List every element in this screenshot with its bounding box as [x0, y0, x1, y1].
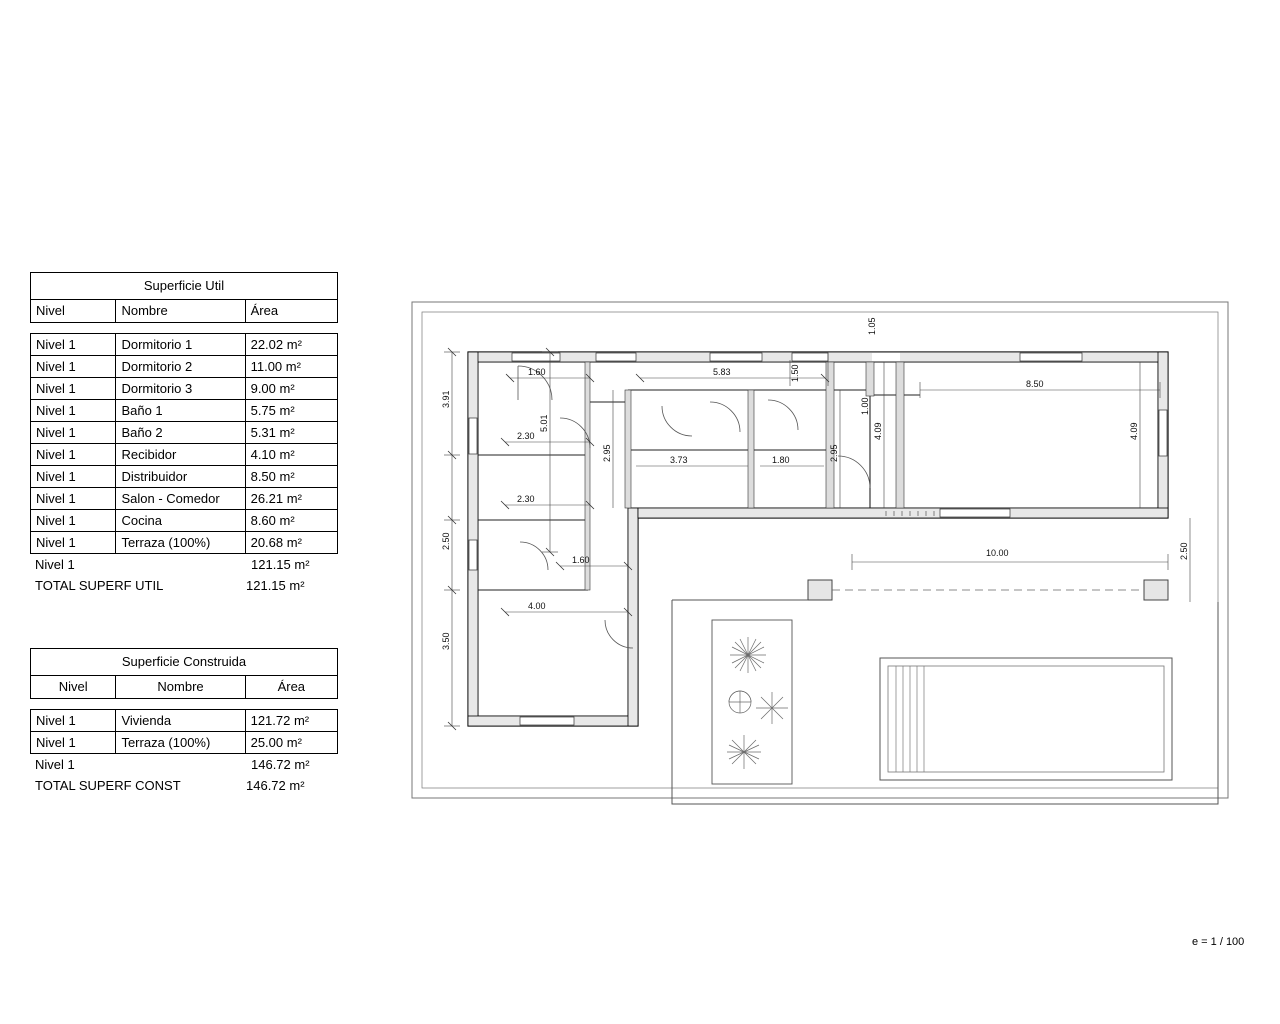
dim-3-73: 3.73 [670, 455, 688, 465]
column-header-nombre: Nombre [116, 676, 245, 698]
cell-area: 22.02 m² [250, 337, 302, 352]
cell-nivel: Nivel 1 [31, 422, 116, 443]
superficie-util-rows [30, 333, 338, 554]
table-row [31, 334, 337, 356]
column-header-nivel: Nivel [31, 300, 116, 322]
cell-nivel: Nivel 1 [31, 466, 116, 487]
dim-1-00: 1.00 [860, 397, 870, 415]
subtotal-row [30, 554, 338, 575]
cell-nombre: Cocina [116, 510, 245, 531]
dim-4-09-a: 4.09 [873, 422, 883, 440]
column-header-area: Área [250, 303, 279, 318]
floor-plan-drawing [400, 290, 1240, 820]
cell-nivel: Nivel 1 [31, 444, 116, 465]
superficie-util-table [30, 272, 338, 597]
dim-2-30-a: 2.30 [517, 431, 535, 441]
superficie-util-title: Superficie Util [30, 272, 338, 300]
cell-area: 5.31 m² [250, 425, 295, 440]
table-row [31, 510, 337, 532]
table-spacer [30, 699, 338, 709]
superficie-construida-title: Superficie Construida [30, 648, 338, 676]
total-label: TOTAL SUPERF CONST [35, 778, 181, 793]
dim-3-50: 3.50 [441, 632, 451, 650]
table-row [31, 732, 337, 754]
column-header-nivel: Nivel [31, 676, 116, 698]
table-row [31, 444, 337, 466]
cell-nivel: Nivel 1 [31, 488, 116, 509]
cell-nombre: Terraza (100%) [116, 532, 245, 553]
cell-area: 26.21 m² [250, 491, 302, 506]
cell-area: 5.75 m² [250, 403, 295, 418]
dim-2-50-a: 2.50 [441, 532, 451, 550]
cell-nivel: Nivel 1 [35, 557, 75, 572]
superficie-construida-table [30, 648, 338, 797]
table-row [31, 422, 337, 444]
cell-nivel: Nivel 1 [35, 757, 75, 772]
dim-10-00: 10.00 [986, 548, 1009, 558]
cell-nivel: Nivel 1 [31, 510, 116, 531]
superficie-util-header [30, 300, 338, 323]
dim-4-09-b: 4.09 [1129, 422, 1139, 440]
total-value: 146.72 m² [246, 778, 305, 793]
table-row [31, 378, 337, 400]
superficie-construida-rows [30, 709, 338, 754]
table-row [31, 532, 337, 554]
dim-4-00: 4.00 [528, 601, 546, 611]
column-header-area: Área [277, 679, 306, 694]
dim-5-83: 5.83 [713, 367, 731, 377]
cell-nivel: Nivel 1 [31, 356, 116, 377]
cell-area: 8.60 m² [250, 513, 295, 528]
cell-nivel: Nivel 1 [31, 710, 116, 731]
column-header-nombre: Nombre [116, 300, 245, 322]
table-row [31, 356, 337, 378]
cell-nombre: Dormitorio 1 [116, 334, 245, 355]
table-row [31, 710, 337, 732]
cell-nombre: Terraza (100%) [116, 732, 245, 753]
scale-note: e = 1 / 100 [1192, 936, 1245, 948]
cell-area: 4.10 m² [250, 447, 295, 462]
cell-nombre: Vivienda [116, 710, 245, 731]
cell-area: 11.00 m² [250, 359, 301, 374]
dim-1-80: 1.80 [772, 455, 790, 465]
dim-1-60-top: 1.60 [528, 367, 546, 377]
cell-area: 121.15 m² [251, 557, 310, 572]
cell-area: 146.72 m² [251, 757, 310, 772]
cell-nombre: Dormitorio 3 [116, 378, 245, 399]
total-label: TOTAL SUPERF UTIL [35, 578, 164, 593]
cell-nivel: Nivel 1 [31, 378, 116, 399]
cell-nivel: Nivel 1 [31, 732, 116, 753]
table-row [31, 488, 337, 510]
cell-area: 20.68 m² [250, 535, 302, 550]
cell-nombre [116, 754, 246, 775]
dim-1-50: 1.50 [790, 364, 800, 382]
cell-nivel: Nivel 1 [31, 532, 116, 553]
dim-8-50: 8.50 [1026, 379, 1044, 389]
cell-nombre: Baño 2 [116, 422, 245, 443]
subtotal-row [30, 754, 338, 775]
cell-nombre: Recibidor [116, 444, 245, 465]
cell-nombre: Salon - Comedor [116, 488, 245, 509]
dim-2-95-a: 2.95 [602, 444, 612, 462]
cell-nivel: Nivel 1 [31, 400, 116, 421]
table-row [31, 400, 337, 422]
dim-3-91: 3.91 [441, 390, 451, 408]
table-spacer [30, 323, 338, 333]
cell-area: 8.50 m² [250, 469, 295, 484]
dim-2-30-b: 2.30 [517, 494, 535, 504]
cell-nombre: Distribuidor [116, 466, 245, 487]
dim-2-50-b: 2.50 [1179, 542, 1189, 560]
total-row-construida [30, 775, 338, 797]
cell-area: 25.00 m² [250, 735, 302, 750]
dim-2-95-b: 2.95 [829, 444, 839, 462]
dim-1-60-b: 1.60 [572, 555, 590, 565]
cell-nombre: Baño 1 [116, 400, 245, 421]
cell-area: 9.00 m² [250, 381, 295, 396]
cell-nombre: Dormitorio 2 [116, 356, 245, 377]
cell-nombre [116, 554, 246, 575]
cell-nivel: Nivel 1 [31, 334, 116, 355]
total-row-util [30, 575, 338, 597]
table-row [31, 466, 337, 488]
dim-1-05-top: 1.05 [867, 317, 877, 335]
superficie-construida-header [30, 676, 338, 699]
dim-5-01: 5.01 [539, 414, 549, 432]
cell-area: 121.72 m² [250, 713, 310, 728]
total-value: 121.15 m² [246, 578, 305, 593]
